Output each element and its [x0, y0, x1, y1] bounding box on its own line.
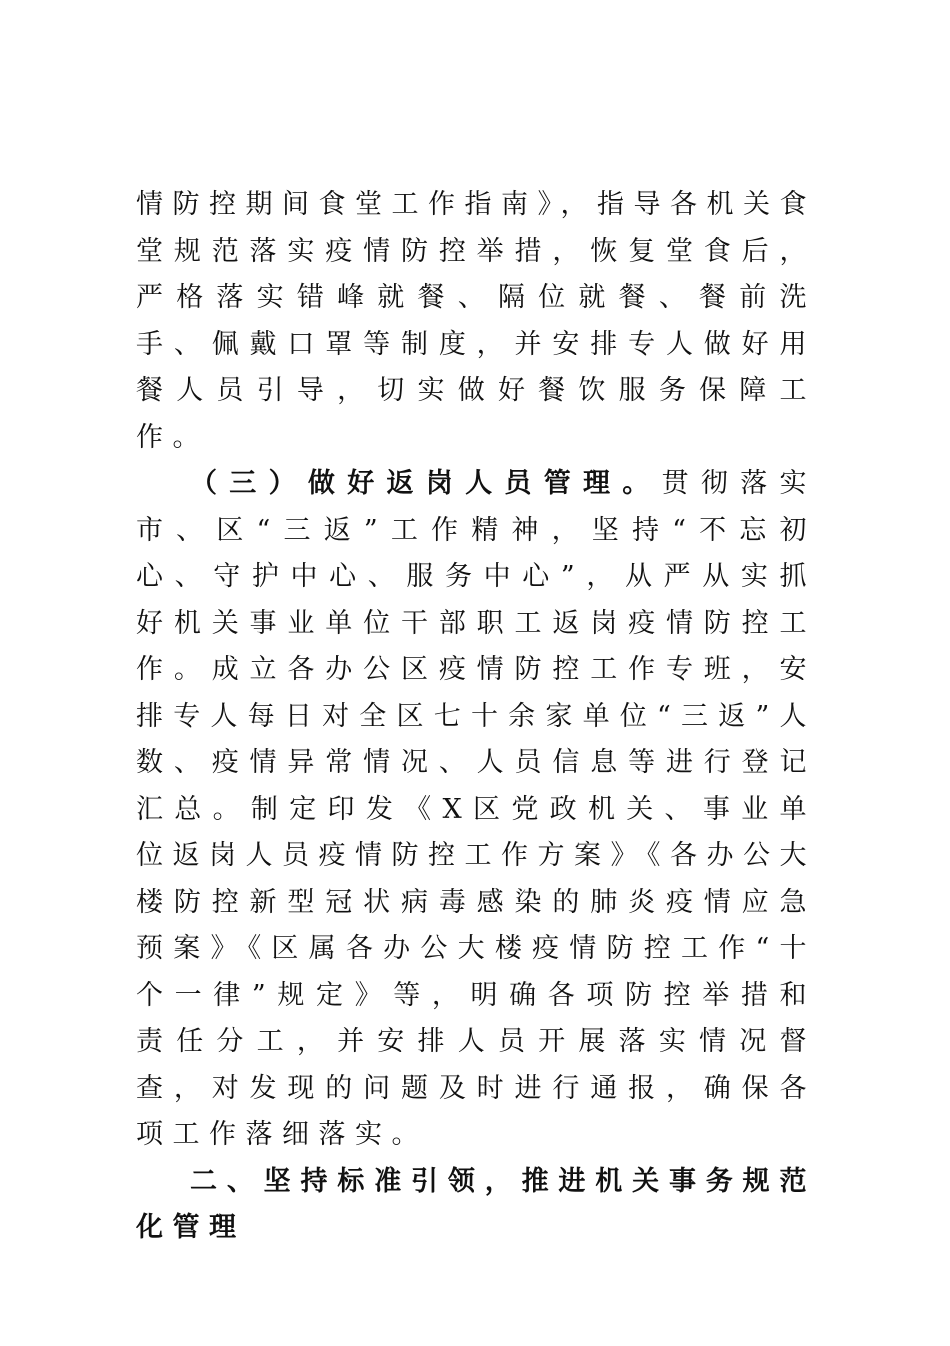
paragraph-canteen-guidelines: 情防控期间食堂工作指南》，指导各机关食堂规范落实疫情防控举措，恢复堂食后，严格落实错峰就餐、隔位就餐、餐前洗手、佩戴口罩等制度，并安排专人做好用餐人员引导，切实做好餐饮服务保障工作。	[136, 189, 816, 453]
section-heading: 二、坚持标准引领，推进机关事务规范化管理	[136, 1165, 816, 1243]
document-body	[136, 182, 816, 1252]
paragraph-returning-staff	[136, 461, 816, 1159]
paragraph-returning-staff-body: 贯彻落实市、区“三返”工作精神，坚持“不忘初心、守护中心、服务中心”，从严从实抓好机关事业单位干部职工返岗疫情防控工作。成立各办公区疫情防控工作专班，安排专人每日对全区七十余家单位“三返”人数、疫情异常情况、人员信息等进行登记汇总。制定印发《X区党政机关、事业单位返岗人员疫情防控工作方案》《各办公大楼防控新型冠状病毒感染的肺炎疫情应急预案》《区属各办公大楼疫情防控工作“十个一律”规定》等，明确各项防控举措和责任分工，并安排人员开展落实情况督查，对发现的问题及时进行通报，确保各项工作落细落实。	[136, 468, 817, 1150]
paragraph-returning-staff-title: （三）做好返岗人员管理。	[190, 468, 662, 499]
